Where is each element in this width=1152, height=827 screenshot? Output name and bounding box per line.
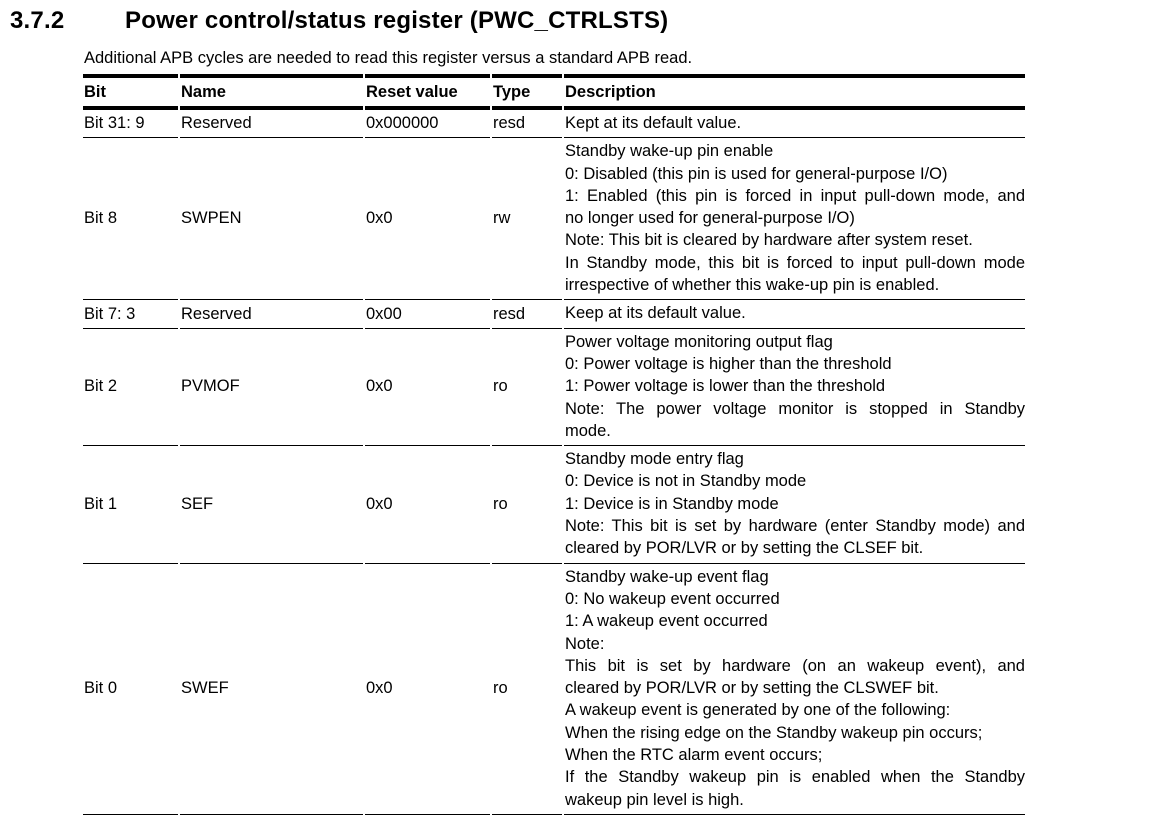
table-row	[83, 138, 1025, 300]
description-cell	[564, 300, 1025, 328]
description-line: cleared by POR/LVR or by setting the CLSWEF bit.	[565, 679, 939, 698]
reset-value-cell: 0x00	[365, 300, 490, 328]
description-cell	[564, 110, 1025, 138]
description-line: Note: This bit is cleared by hardware after system reset.	[565, 231, 973, 250]
page-title: Power control/status register (PWC_CTRLSTS)	[125, 7, 669, 34]
type-cell: ro	[492, 446, 562, 563]
description-line: Standby mode entry flag	[565, 450, 744, 469]
bit-cell: Bit 8	[83, 138, 178, 300]
description-cell	[564, 564, 1025, 815]
column-header-type: Type	[492, 74, 562, 110]
reset-value-cell: 0x0	[365, 329, 490, 446]
document-page	[0, 7, 1152, 827]
description-line: When the rising edge on the Standby wakeup pin occurs;	[565, 723, 983, 742]
name-cell: Reserved	[180, 300, 363, 328]
table-header-row	[83, 74, 1025, 110]
column-header-bit: Bit	[83, 74, 178, 110]
column-header-name: Name	[180, 74, 363, 110]
description-line: irrespective of whether this wake-up pin is enabled.	[565, 276, 940, 295]
description-line: 0: Disabled (this pin is used for general-purpose I/O)	[565, 164, 948, 183]
description-line: If the Standby wakeup pin is enabled when the Standby	[565, 768, 1025, 787]
name-cell: SWPEN	[180, 138, 363, 300]
table-body	[83, 110, 1025, 815]
column-header-description: Description	[564, 74, 1025, 110]
description-line: When the RTC alarm event occurs;	[565, 746, 823, 765]
table-row	[83, 564, 1025, 815]
description-line: no longer used for general-purpose I/O)	[565, 209, 855, 228]
description-line: 0: No wakeup event occurred	[565, 589, 780, 608]
type-cell: ro	[492, 564, 562, 815]
name-cell: SEF	[180, 446, 363, 563]
description-line: 1: A wakeup event occurred	[565, 612, 768, 631]
reset-value-cell: 0x000000	[365, 110, 490, 138]
description-cell	[564, 329, 1025, 446]
name-cell: Reserved	[180, 110, 363, 138]
intro-text: Additional APB cycles are needed to read this register versus a standard APB read.	[84, 49, 693, 67]
description-line: 0: Power voltage is higher than the threshold	[565, 354, 892, 373]
description-line: Note:	[565, 634, 605, 653]
bit-cell: Bit 2	[83, 329, 178, 446]
description-line: Standby wake-up pin enable	[565, 142, 774, 161]
description-line: Power voltage monitoring output flag	[565, 332, 833, 351]
reset-value-cell: 0x0	[365, 138, 490, 300]
description-cell	[564, 138, 1025, 300]
table-row	[83, 329, 1025, 446]
reset-value-cell: 0x0	[365, 446, 490, 563]
reset-value-cell: 0x0	[365, 564, 490, 815]
name-cell: SWEF	[180, 564, 363, 815]
table-row	[83, 110, 1025, 138]
column-header-reset-value: Reset value	[365, 74, 490, 110]
description-line: In Standby mode, this bit is forced to input pull-down mode	[565, 253, 1025, 272]
description-line: mode.	[565, 421, 611, 440]
name-cell: PVMOF	[180, 329, 363, 446]
bit-cell: Bit 0	[83, 564, 178, 815]
table-row	[83, 300, 1025, 328]
description-line: 0: Device is not in Standby mode	[565, 472, 807, 491]
bit-cell: Bit 1	[83, 446, 178, 563]
description-line: cleared by POR/LVR or by setting the CLSEF bit.	[565, 539, 924, 558]
description-line: This bit is set by hardware (on an wakeup event), and	[565, 656, 1025, 675]
description-line: Kept at its default value.	[565, 114, 742, 132]
type-cell: rw	[492, 138, 562, 300]
type-cell: ro	[492, 329, 562, 446]
type-cell: resd	[492, 110, 562, 138]
table-row	[83, 446, 1025, 563]
type-cell: resd	[492, 300, 562, 328]
description-line: 1: Enabled (this pin is forced in input pull-down mode, and	[565, 186, 1025, 205]
section-heading	[10, 7, 1152, 35]
description-line: Note: The power voltage monitor is stopped in Standby	[565, 399, 1025, 418]
description-cell	[564, 446, 1025, 563]
description-line: wakeup pin level is high.	[565, 790, 744, 809]
description-line: Keep at its default value.	[565, 304, 746, 323]
description-line: A wakeup event is generated by one of the following:	[565, 701, 951, 720]
description-line: 1: Power voltage is lower than the threshold	[565, 377, 886, 396]
description-line: Standby wake-up event flag	[565, 567, 769, 586]
description-line: 1: Device is in Standby mode	[565, 494, 779, 513]
description-line: Note: This bit is set by hardware (enter Standby mode) and	[565, 517, 1025, 536]
bit-cell: Bit 7: 3	[83, 300, 178, 328]
register-table	[83, 74, 1025, 815]
bit-cell: Bit 31: 9	[83, 110, 178, 138]
section-number: 3.7.2	[10, 7, 65, 34]
